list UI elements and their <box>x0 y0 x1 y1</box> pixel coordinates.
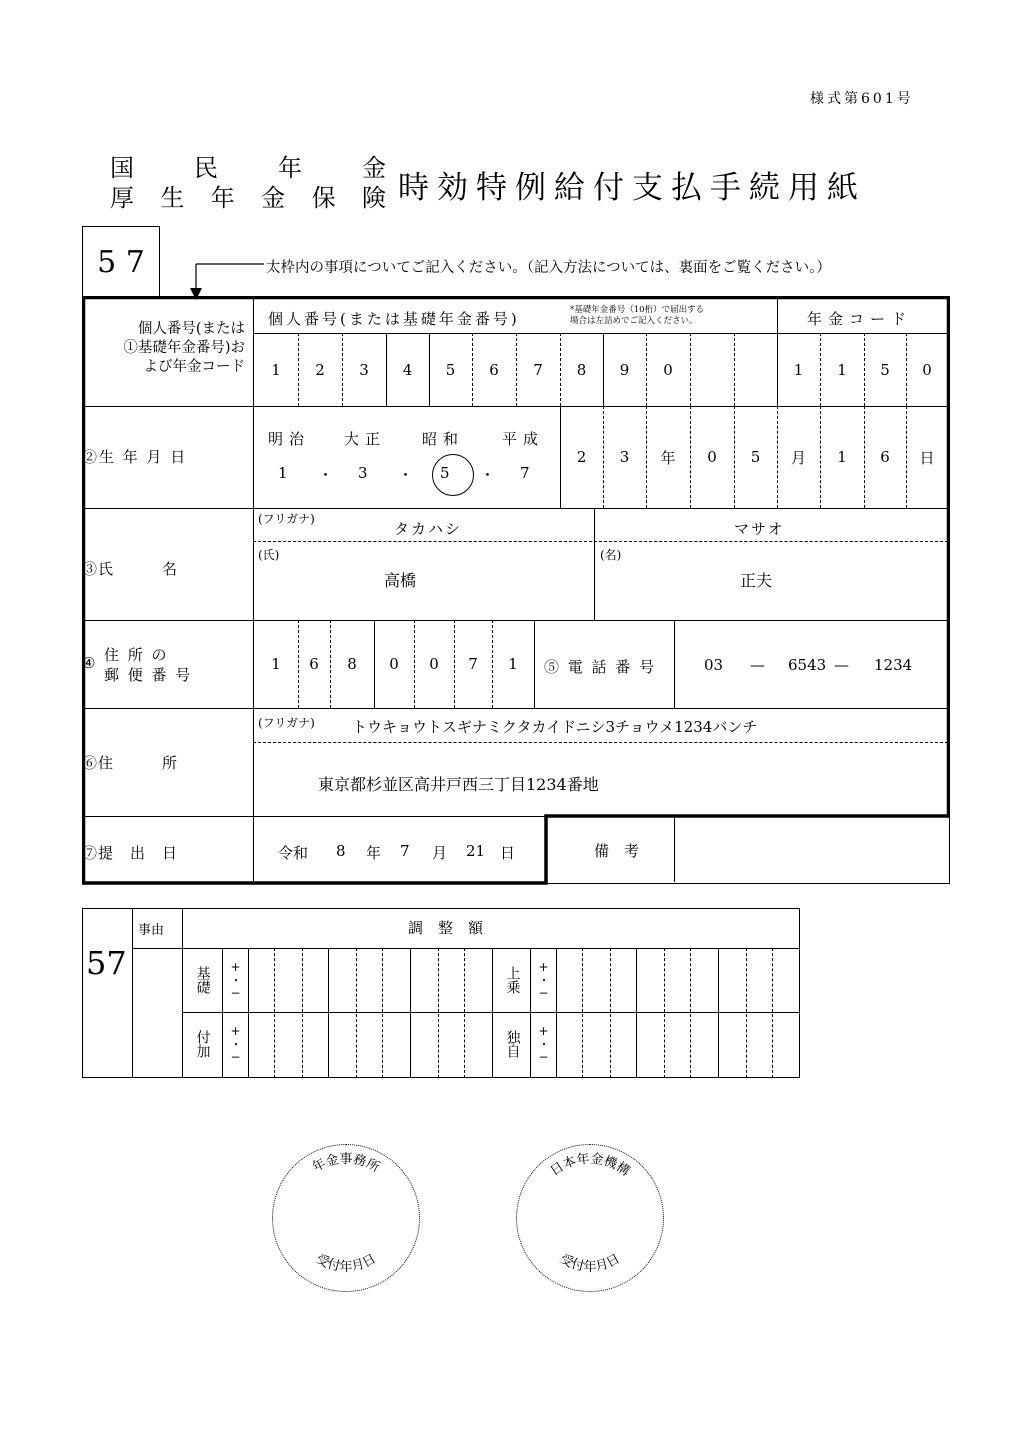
form-number: 様式第601号 <box>810 91 914 107</box>
sign-indicator: +・− <box>536 1024 551 1064</box>
grid-line <box>464 948 465 1078</box>
title-char: 生 <box>160 184 185 212</box>
header-note: *基礎年金番号（10桁）で届出する 場合は左詰めでご記入ください。 <box>570 305 705 326</box>
submission-date-part: 7 <box>400 842 410 860</box>
individual-number-header: 個人番号(または基礎年金番号) <box>268 310 520 328</box>
year-unit: 年 <box>660 448 676 467</box>
pension-code-digit: 1 <box>793 360 804 379</box>
last-name: 高橋 <box>384 571 417 590</box>
postal-digit: 6 <box>309 655 319 673</box>
day-unit: 日 <box>919 448 935 467</box>
title-char: 険 <box>361 184 386 212</box>
remarks-label: 備 考 <box>594 842 640 860</box>
era-code: ・ <box>318 466 334 484</box>
row1-label: 個人番号(または ①基礎年金番号)お よび年金コード <box>123 321 245 375</box>
number-digit <box>690 333 734 406</box>
phone-label: ⑤ 電 話 番 号 <box>544 658 657 676</box>
phone-part: 1234 <box>874 656 913 674</box>
postal-digit: 1 <box>271 655 281 673</box>
title-char: 金 <box>261 184 286 212</box>
row3-label: ③氏 名 <box>82 560 179 578</box>
reason-label: 事由 <box>138 923 165 938</box>
number-digit: 9 <box>619 360 630 379</box>
era-code: 7 <box>520 464 530 482</box>
era-codes <box>268 464 548 488</box>
furigana-label-address: (フリガナ) <box>258 716 315 730</box>
grid-line <box>636 948 637 1078</box>
grid-line <box>772 948 773 1078</box>
submission-date-part: 令和 <box>278 844 309 862</box>
title-char: 国 <box>110 154 134 182</box>
receipt-stamp <box>516 1144 664 1292</box>
sign-indicator: +・− <box>228 960 243 1000</box>
furigana-address: トウキョウトスギナミクタカイドニシ3チョウメ1234バンチ <box>352 718 758 736</box>
postal-digit: 0 <box>429 655 439 673</box>
era-name: 平成 <box>502 430 545 448</box>
submission-date-part: 日 <box>500 844 516 862</box>
row4-label: ④ 住 所 の 郵 便 番 号 <box>82 646 193 684</box>
first-name-label: (名) <box>600 548 622 562</box>
title-char: 年 <box>278 154 302 182</box>
submission-date-part: 年 <box>366 844 382 862</box>
pension-code-digit: 1 <box>837 360 847 379</box>
address: 東京都杉並区高井戸西三丁目1234番地 <box>318 775 599 794</box>
birth-year-digit: 2 <box>576 448 587 466</box>
number-digit: 5 <box>445 360 456 379</box>
submission-date-part: 21 <box>466 842 486 860</box>
instruction-text: 太枠内の事項についてご記入ください。（記入方法については、裏面をご覧ください。） <box>266 260 831 276</box>
phone-part: 6543 <box>788 656 827 674</box>
grid-line <box>664 948 665 1078</box>
phone-part: 03 <box>704 656 724 674</box>
number-digit <box>734 333 777 406</box>
era-code: 3 <box>358 464 368 482</box>
phone-part: — <box>834 656 849 674</box>
selected-era-circle <box>432 454 474 496</box>
grid-line <box>302 948 303 1078</box>
grid-line <box>610 948 611 1078</box>
title-char: 保 <box>311 184 336 212</box>
grid-line <box>274 948 275 1078</box>
grid-line <box>382 948 383 1078</box>
era-name: 大正 <box>344 430 387 448</box>
title-char: 民 <box>194 154 218 182</box>
adjustment-table <box>82 908 800 1078</box>
grid-line <box>410 948 411 1078</box>
era-names <box>268 428 548 450</box>
stamp-top-text: 年金事務所 <box>310 1152 382 1176</box>
adjust-category-label: 上乗 <box>504 966 521 994</box>
sign-indicator: +・− <box>228 1024 243 1064</box>
number-digit: 3 <box>359 360 369 379</box>
number-digit: 8 <box>576 360 587 379</box>
page-title: 時効特例給付支払手続用紙 <box>398 170 866 206</box>
stamp-bottom-text: 受付年月日 <box>313 1251 379 1275</box>
adjust-category-label: 基礎 <box>194 966 211 994</box>
number-digit: 6 <box>489 360 499 379</box>
submission-date-part: 8 <box>336 842 346 860</box>
furigana-label-name: (フリガナ) <box>258 512 315 526</box>
birth-month-digit: 0 <box>707 448 717 466</box>
row7-label: ⑦提 出 日 <box>82 844 179 862</box>
receipt-stamp <box>272 1144 420 1292</box>
birth-year-digit: 3 <box>619 448 630 466</box>
phone-part: — <box>750 656 765 674</box>
era-code: 1 <box>278 464 288 482</box>
first-name: 正夫 <box>740 571 773 590</box>
grid-line <box>718 948 719 1078</box>
row6-label: ⑥住 所 <box>82 754 179 772</box>
pension-code-digit: 5 <box>880 360 890 379</box>
number-digit: 1 <box>271 360 281 379</box>
title-char: 年 <box>210 184 235 212</box>
code-box-value: 5 7 <box>97 244 145 280</box>
adjust-category-label: 付加 <box>194 1030 211 1058</box>
era-code: 5 <box>440 464 450 482</box>
era-code: ・ <box>398 466 414 484</box>
pension-code-digit: 0 <box>922 360 932 379</box>
grid-line <box>690 948 691 1078</box>
furigana-last-name: タカハシ <box>394 520 463 538</box>
main-form <box>82 296 950 884</box>
title-char: 金 <box>362 154 386 182</box>
grid-line <box>328 948 329 1078</box>
code-box <box>82 226 160 297</box>
number-digit: 2 <box>315 360 325 379</box>
grid-line <box>556 948 557 1078</box>
number-digit: 0 <box>663 360 673 379</box>
era-name: 明治 <box>268 430 311 448</box>
adjust-label: 調 整 額 <box>408 919 484 937</box>
grid-line <box>248 948 249 1078</box>
title-pension-types <box>110 148 386 212</box>
grid-line <box>582 948 583 1078</box>
grid-line <box>438 948 439 1078</box>
number-digit: 4 <box>402 360 413 379</box>
number-digit: 7 <box>533 360 543 379</box>
postal-digit: 1 <box>508 655 518 673</box>
grid-line <box>746 948 747 1078</box>
postal-digit: 8 <box>347 655 357 673</box>
birth-day-digit: 1 <box>837 448 847 466</box>
era-code: ・ <box>480 466 496 484</box>
title-char: 厚 <box>110 184 134 212</box>
furigana-first-name: マサオ <box>734 520 785 538</box>
postal-digit: 0 <box>389 655 399 673</box>
adjust-category-label: 独自 <box>504 1030 521 1058</box>
stamp-bottom-text: 受付年月日 <box>557 1251 623 1275</box>
pension-code-header: 年金コード <box>807 310 913 328</box>
birth-month-digit: 5 <box>750 448 761 466</box>
stamp-top-text: 日本年金機構 <box>547 1151 633 1180</box>
row2-label: ②生 年 月 日 <box>82 448 188 466</box>
month-unit: 月 <box>790 448 806 467</box>
last-name-label: (氏) <box>258 548 280 562</box>
postal-digit: 7 <box>468 655 478 673</box>
birth-day-digit: 6 <box>880 448 890 466</box>
lower-code: 57 <box>86 944 127 982</box>
submission-date-part: 月 <box>432 844 448 862</box>
sign-indicator: +・− <box>536 960 551 1000</box>
grid-line <box>356 948 357 1078</box>
era-name: 昭和 <box>422 430 465 448</box>
